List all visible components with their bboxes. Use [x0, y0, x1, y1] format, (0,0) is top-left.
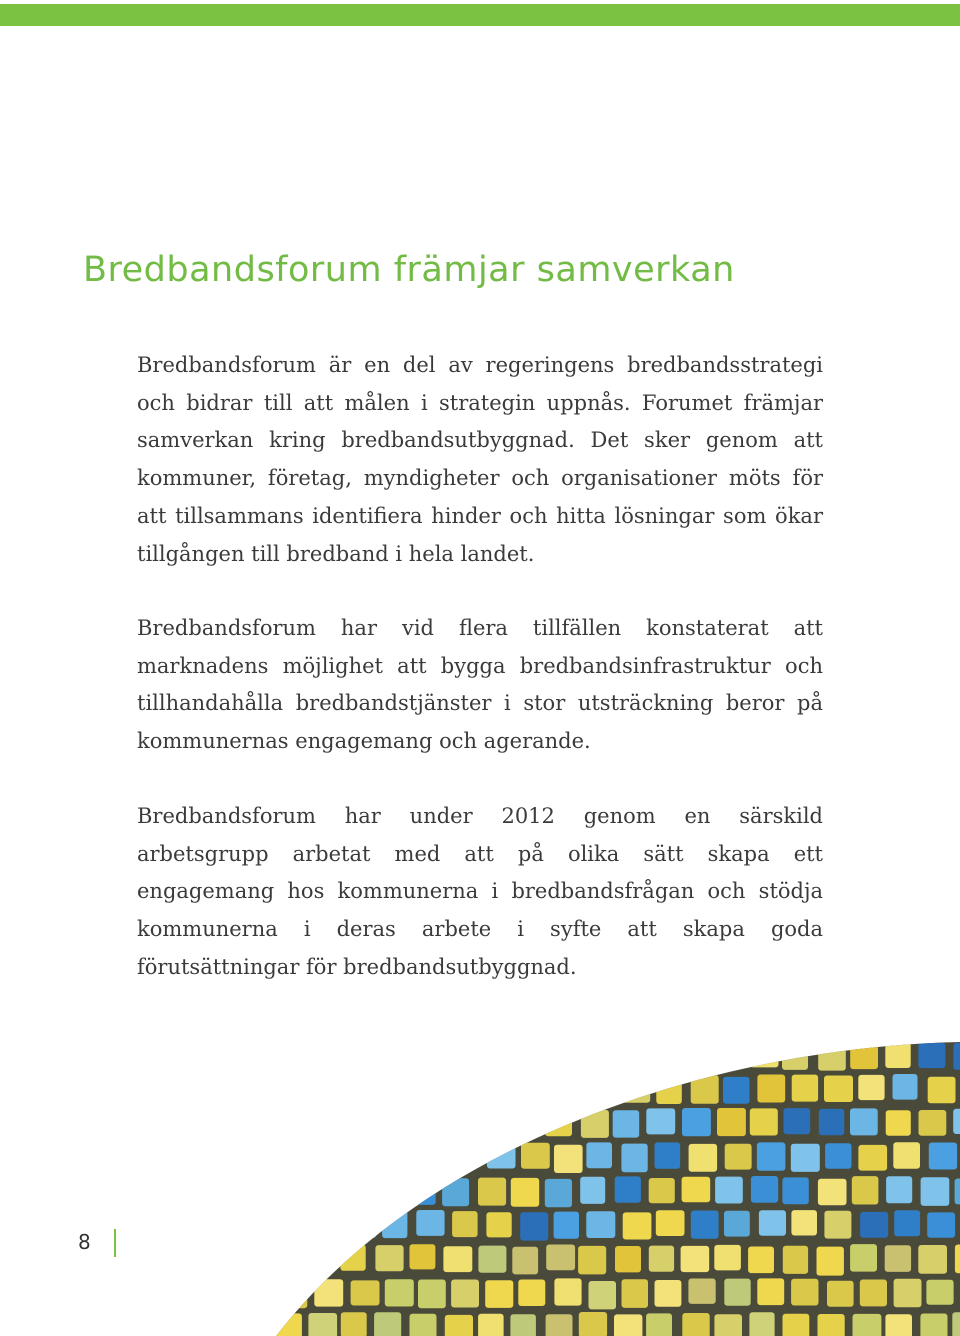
- mosaic-tile: [384, 1143, 410, 1169]
- mosaic-tile: [717, 1108, 746, 1136]
- mosaic-tile: [545, 1043, 572, 1072]
- mosaic-tile: [1, 1312, 29, 1336]
- mosaic-tile: [520, 1076, 547, 1105]
- mosaic-tile: [581, 1110, 609, 1138]
- mosaic-tile: [180, 1279, 208, 1307]
- mosaic-tile: [240, 1246, 266, 1273]
- mosaic-tile: [589, 1281, 617, 1309]
- mosaic-tile: [213, 1142, 239, 1170]
- mosaic-tile: [792, 1075, 818, 1102]
- mosaic-tile: [314, 1279, 343, 1306]
- mosaic-tile: [349, 1143, 378, 1172]
- mosaic-tile: [724, 1279, 750, 1306]
- mosaic-tile: [825, 1143, 851, 1169]
- mosaic-tile: [885, 1245, 911, 1272]
- mosaic-tile: [791, 1210, 817, 1235]
- mosaic-tile: [8, 1212, 36, 1241]
- mosaic-tile: [656, 1210, 685, 1236]
- mosaic-tile: [893, 1074, 918, 1100]
- mosaic-tile: [586, 1142, 612, 1168]
- mosaic-tile: [853, 1314, 882, 1336]
- mosaic-tile: [818, 1179, 847, 1206]
- mosaic-tile: [757, 1278, 784, 1305]
- mosaic-tile: [172, 1041, 197, 1068]
- mosaic-tile: [920, 1314, 947, 1336]
- mosaic-tile: [782, 1042, 808, 1070]
- mosaic-tile: [791, 1279, 818, 1306]
- mosaic-tile: [919, 1110, 947, 1136]
- mosaic-tile: [485, 1280, 513, 1308]
- mosaic-tile: [928, 1077, 956, 1104]
- mosaic-tile: [715, 1177, 743, 1204]
- mosaic-tile: [615, 1176, 641, 1202]
- mosaic-tile: [554, 1212, 579, 1239]
- mosaic-tile: [76, 1075, 101, 1101]
- mosaic-tile: [139, 1110, 167, 1136]
- mosaic-tile: [351, 1280, 380, 1305]
- mosaic-tile: [247, 1212, 276, 1238]
- mosaic-tile: [341, 1312, 367, 1336]
- mosaic-tile: [79, 1144, 105, 1171]
- mosaic-tile: [340, 1245, 365, 1271]
- mosaic-tile: [885, 1041, 910, 1068]
- mosaic-tile: [180, 1211, 205, 1239]
- mosaic-tile: [511, 1178, 539, 1207]
- mosaic-tile: [112, 1145, 140, 1172]
- mosaic-tile: [852, 1176, 879, 1204]
- mosaic-tile: [11, 1280, 37, 1309]
- mosaic-tile: [238, 1043, 264, 1070]
- mosaic-tile: [385, 1279, 414, 1306]
- mosaic-tile: [614, 1043, 640, 1071]
- mosaic-tile: [416, 1210, 444, 1236]
- mosaic-tile: [351, 1211, 376, 1238]
- mosaic-tile: [578, 1246, 606, 1275]
- mosaic-tile: [655, 1142, 681, 1168]
- mosaic-tile: [411, 1110, 436, 1138]
- mosaic-tile: [893, 1142, 920, 1168]
- mosaic-tile: [580, 1177, 605, 1204]
- mosaic-tile: [850, 1040, 878, 1069]
- mosaic-tile: [955, 1179, 960, 1205]
- mosaic-tile: [171, 1179, 199, 1205]
- mosaic-tile: [579, 1312, 607, 1336]
- mosaic-tile: [850, 1108, 878, 1135]
- mosaic-tile: [613, 1110, 640, 1137]
- mosaic-tile: [824, 1211, 851, 1239]
- mosaic-tile: [179, 1142, 207, 1170]
- mosaic-tile: [819, 1109, 845, 1135]
- mosaic-tile: [723, 1077, 750, 1104]
- mosaic-tile: [34, 1043, 61, 1071]
- mosaic-tile: [749, 1312, 774, 1336]
- mosaic-tile: [545, 1179, 572, 1207]
- mosaic-tile: [375, 1245, 403, 1271]
- paragraph-1: Bredbandsforum är en del av regeringens bredbandsstrategi och bidrar till att målen i strategin uppnås. Forumet främjar samverkan kring bredbandsutbyggnad. Det sker genom att kommuner, företag, myndigheter och organisationer möts för att tillsammans identifiera hinder och hitta lösningar som ökar tillgången till bredband i hela landet.: [137, 353, 823, 566]
- mosaic-tile: [69, 1177, 97, 1205]
- mosaic-tile: [281, 1281, 307, 1308]
- mosaic-tile: [35, 1178, 63, 1204]
- mosaic-tile: [555, 1076, 583, 1103]
- mosaic-tile: [343, 1041, 370, 1068]
- mosaic-tile: [510, 1041, 537, 1070]
- mosaic-tile: [179, 1076, 204, 1103]
- mosaic-tile: [850, 1244, 877, 1272]
- mosaic-tile: [206, 1245, 233, 1270]
- mosaic-tile: [308, 1313, 337, 1336]
- mosaic-tile: [138, 1312, 164, 1336]
- mosaic-tile: [443, 1246, 472, 1272]
- mosaic-tile: [546, 1245, 575, 1271]
- mosaic-tile: [417, 1144, 444, 1170]
- mosaic-tile: [953, 1043, 960, 1070]
- mosaic-tile: [646, 1108, 675, 1134]
- mosaic-tile: [317, 1212, 343, 1240]
- mosaic-tile: [10, 1143, 38, 1169]
- mosaic-tile: [44, 1076, 71, 1102]
- mosaic-tile: [207, 1312, 234, 1336]
- page-number-divider: [114, 1229, 116, 1257]
- mosaic-tile: [410, 1244, 436, 1269]
- mosaic-tile: [272, 1109, 298, 1138]
- mosaic-tile: [317, 1074, 345, 1101]
- mosaic-tile: [725, 1144, 752, 1170]
- page-number: 8: [78, 1230, 91, 1254]
- top-accent-bar: [0, 4, 960, 26]
- mosaic-tile: [44, 1279, 70, 1305]
- mosaic-tile: [146, 1278, 174, 1306]
- mosaic-tile: [309, 1176, 335, 1201]
- mosaic-tile: [546, 1314, 573, 1336]
- mosaic-tile: [586, 1211, 615, 1238]
- mosaic-tile: [478, 1314, 504, 1336]
- mosaic-tile: [282, 1211, 307, 1239]
- mosaic-tile: [784, 1108, 811, 1134]
- mosaic-tile: [280, 1144, 306, 1169]
- mosaic-tile: [621, 1144, 647, 1173]
- mosaic-tile: [103, 1109, 129, 1136]
- mosaic-tile: [374, 1312, 401, 1336]
- mosaic-tile: [306, 1245, 332, 1272]
- mosaic-tile: [926, 1280, 953, 1305]
- mosaic-tile: [246, 1075, 274, 1102]
- mosaic-tile: [215, 1075, 242, 1100]
- mosaic-tile: [212, 1211, 240, 1238]
- mosaic-tile: [102, 1314, 127, 1336]
- mosaic-tile: [824, 1076, 853, 1103]
- mosaic-tile: [36, 1315, 65, 1336]
- mosaic-tile: [452, 1143, 478, 1169]
- mosaic-tile: [409, 1042, 434, 1067]
- mosaic-tile: [715, 1041, 744, 1069]
- mosaic-tile: [649, 1246, 674, 1272]
- mosaic-tile: [714, 1314, 742, 1336]
- mosaic-tile: [2, 1042, 30, 1069]
- mosaic-tile: [485, 1075, 513, 1100]
- mosaic-tile: [172, 1314, 199, 1336]
- mosaic-tile: [860, 1280, 887, 1307]
- mosaic-tile: [614, 1314, 642, 1336]
- mosaic-tile: [655, 1280, 682, 1307]
- mosaic-tile: [136, 1041, 164, 1068]
- mosaic-tile: [682, 1108, 711, 1136]
- mosaic-tile: [646, 1040, 672, 1066]
- mosaic-tile: [581, 1041, 609, 1067]
- mosaic-tile: [240, 1312, 268, 1336]
- mosaic-tile: [205, 1111, 234, 1138]
- mosaic-tile: [918, 1043, 945, 1068]
- mosaic-tile: [316, 1144, 344, 1169]
- mosaic-tile: [418, 1280, 446, 1309]
- mosaic-tile: [68, 1109, 97, 1137]
- mosaic-tile: [512, 1247, 538, 1275]
- mosaic-tile: [682, 1313, 709, 1336]
- mosaic-tile: [204, 1178, 229, 1205]
- mosaic-tile: [487, 1142, 516, 1169]
- mosaic-tile: [239, 1110, 265, 1138]
- mosaic-tile: [442, 1178, 469, 1206]
- mosaic-tile: [691, 1211, 719, 1239]
- mosaic-tile: [759, 1210, 786, 1235]
- mosaic-tile: [860, 1212, 888, 1238]
- mosaic-tile: [918, 1245, 947, 1274]
- mosaic-tile: [307, 1108, 334, 1134]
- mosaic-tile: [450, 1075, 476, 1102]
- mosaic-tile: [477, 1110, 505, 1136]
- mosaic-tile: [348, 1076, 377, 1103]
- paragraph-3: Bredbandsforum har under 2012 genom en särskild arbetsgrupp arbetat med att på olika sätt skapa ett engagemang hos kommunerna i bredbandsfrågan och stödja kommunerna i deras arbete i syfte att skapa goda förutsättningar för bredbandsutbyggnad.: [137, 804, 823, 979]
- mosaic-tile: [104, 1178, 130, 1204]
- mosaic-tile: [375, 1041, 403, 1067]
- mosaic-tile: [714, 1245, 741, 1271]
- mosaic-tile: [689, 1144, 718, 1172]
- mosaic-tile: [79, 1281, 105, 1309]
- mosaic-tile: [688, 1279, 715, 1304]
- mosaic-tile: [477, 1041, 503, 1069]
- mosaic-tile: [147, 1076, 174, 1104]
- mosaic-tile: [750, 1108, 778, 1135]
- mosaic-tile: [512, 1109, 539, 1138]
- mosaic-tile: [478, 1246, 506, 1273]
- mosaic-tile: [104, 1042, 133, 1067]
- mosaic-tile: [894, 1210, 920, 1236]
- mosaic-tile: [927, 1212, 955, 1237]
- mosaic-tile: [521, 1143, 550, 1169]
- mosaic-tile: [112, 1075, 139, 1103]
- mosaic-tile: [2, 1179, 30, 1205]
- mosaic-tile: [817, 1247, 844, 1276]
- mosaic-tile: [791, 1144, 820, 1172]
- mosaic-tile: [623, 1212, 652, 1239]
- mosaic-tile: [615, 1246, 641, 1272]
- mosaic-tile: [0, 1109, 27, 1136]
- mosaic-tile: [554, 1145, 583, 1173]
- mosaic-tile: [70, 1312, 96, 1336]
- mosaic-tile: [478, 1178, 506, 1206]
- mosaic-tile: [171, 1110, 199, 1137]
- mosaic-tile: [818, 1314, 845, 1336]
- mosaic-tile: [586, 1075, 612, 1102]
- mosaic-tile: [748, 1247, 774, 1274]
- mosaic-tile: [444, 1042, 473, 1070]
- mosaic-tile: [452, 1211, 478, 1237]
- mosaic-tile: [1, 1244, 27, 1271]
- mosaic-tile: [724, 1211, 750, 1237]
- mosaic-tile: [382, 1210, 407, 1238]
- mosaic-tile: [622, 1075, 650, 1103]
- mosaic-tile: [827, 1281, 854, 1307]
- mosaic-tile: [929, 1143, 957, 1170]
- mosaic-tile: [681, 1246, 710, 1272]
- mosaic-tile: [274, 1177, 301, 1202]
- mosaic-tile: [340, 1176, 366, 1205]
- mosaic-tile: [139, 1178, 165, 1205]
- page-title: Bredbandsforum främjar samverkan: [83, 250, 735, 290]
- mosaic-tile: [247, 1278, 273, 1305]
- mosaic-tile: [273, 1313, 302, 1336]
- mosaic-tile: [44, 1144, 72, 1170]
- mosaic-tile: [410, 1314, 437, 1336]
- mosaic-tile: [750, 1040, 779, 1067]
- mosaic-tile: [520, 1212, 548, 1240]
- mosaic-tile: [383, 1075, 410, 1103]
- mosaic-tile: [656, 1077, 682, 1104]
- mosaic-image: [0, 1040, 960, 1336]
- paragraph-2: Bredbandsforum har vid flera tillfällen konstaterat att marknadens möjlighet att bygga bredbandsinfrastruktur och tillhandahålla bredbandstjänster i stor utsträckning beror på kommunernas engagemang och agerande.: [137, 616, 823, 754]
- mosaic-tile: [783, 1314, 810, 1336]
- mosaic-tile: [783, 1246, 808, 1274]
- mosaic-tile: [375, 1179, 401, 1208]
- mosaic-tile: [281, 1074, 307, 1101]
- mosaic-tile: [274, 1041, 300, 1070]
- mosaic-tile: [247, 1142, 274, 1170]
- mosaic-tile: [858, 1075, 884, 1100]
- mosaic-tile: [818, 1042, 846, 1071]
- mosaic-tile: [45, 1211, 71, 1238]
- mosaic-tile: [146, 1210, 175, 1237]
- mosaic-tile: [649, 1178, 675, 1203]
- mosaic-tile: [622, 1279, 649, 1308]
- mosaic-tile: [691, 1075, 719, 1104]
- mosaic-tile: [921, 1177, 950, 1206]
- mosaic-tile: [70, 1040, 98, 1066]
- mosaic-tile: [682, 1177, 711, 1203]
- mosaic-tile: [886, 1176, 912, 1203]
- mosaic-tile: [858, 1145, 887, 1171]
- mosaic-tile: [953, 1109, 960, 1134]
- mosaic-tile: [239, 1178, 267, 1205]
- mosaic-tile: [307, 1040, 334, 1066]
- mosaic-tile: [9, 1074, 36, 1100]
- mosaic-tile: [37, 1108, 65, 1137]
- mosaic-tile: [682, 1040, 709, 1069]
- mosaic-tile: [112, 1278, 140, 1303]
- mosaic-tile: [782, 1177, 808, 1204]
- mosaic-tile: [443, 1111, 469, 1137]
- mosaic-tile: [886, 1110, 911, 1135]
- mosaic-tile: [952, 1312, 960, 1336]
- mosaic-tile: [757, 1075, 785, 1103]
- mosaic-tile: [340, 1110, 367, 1137]
- mosaic-tile: [554, 1278, 581, 1305]
- mosaic-tile: [214, 1279, 240, 1305]
- mosaic-tile: [955, 1245, 960, 1274]
- mosaic-tile: [751, 1176, 778, 1203]
- mosaic-tile: [518, 1280, 545, 1307]
- mosaic-tile: [145, 1142, 173, 1170]
- mosaic-tile: [172, 1246, 198, 1271]
- mosaic-tile: [206, 1041, 232, 1069]
- mosaic-tile: [510, 1314, 536, 1336]
- mosaic-tile: [885, 1314, 912, 1336]
- mosaic-tile: [102, 1245, 130, 1273]
- mosaic-tile: [419, 1077, 444, 1103]
- mosaic-tile: [445, 1315, 473, 1336]
- mosaic-tile: [545, 1108, 572, 1136]
- mosaic-tile: [757, 1142, 786, 1170]
- mosaic-tile: [272, 1244, 301, 1270]
- mosaic-tile: [646, 1313, 672, 1336]
- mosaic-tile: [376, 1109, 402, 1135]
- mosaic-tile: [409, 1178, 436, 1205]
- mosaic-tile: [486, 1212, 511, 1237]
- mosaic-tile: [137, 1247, 164, 1275]
- mosaic-tile: [36, 1244, 64, 1270]
- mosaic-tile: [451, 1280, 479, 1308]
- mosaic-tile: [894, 1279, 922, 1307]
